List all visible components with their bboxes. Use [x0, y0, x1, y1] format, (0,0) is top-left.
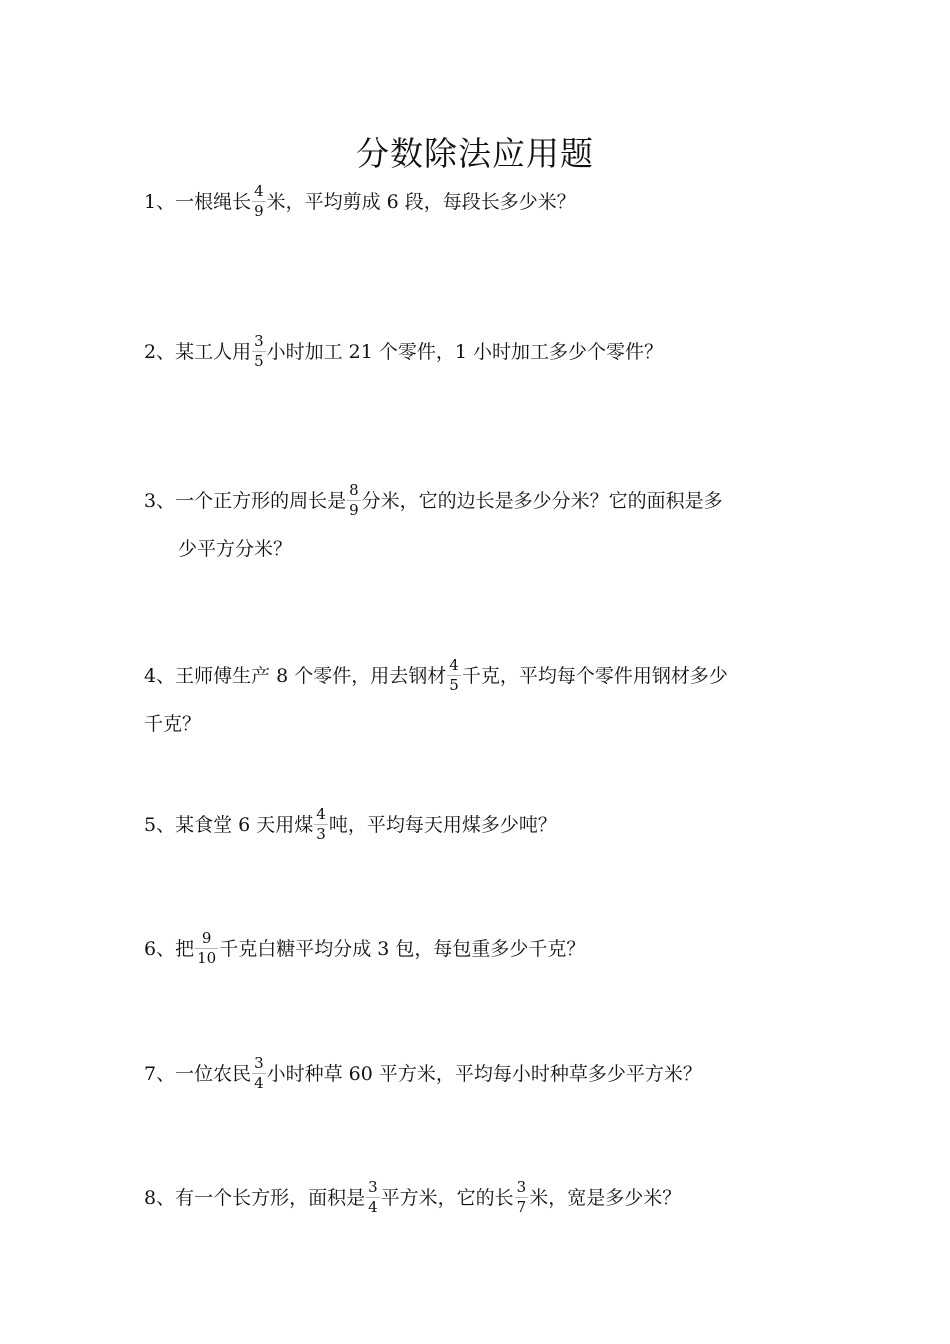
question-text: 小时加工 21 个零件，1 小时加工多少个零件？ [266, 340, 664, 363]
fraction-denominator: 10 [197, 949, 217, 967]
fraction-denominator: 5 [254, 352, 264, 370]
question-line [144, 1054, 702, 1092]
fraction-numerator: 8 [349, 481, 359, 499]
question-text: 吨，平均每天用煤多少吨？ [328, 813, 557, 836]
fraction [252, 1055, 266, 1092]
question-text: 小时种草 60 平方米，平均每小时种草多少平方米？ [266, 1062, 702, 1085]
page-title: 分数除法应用题 [356, 134, 594, 173]
question-text: 米，宽是多少米？ [529, 1186, 682, 1209]
fraction-denominator: 3 [316, 825, 326, 843]
fraction [447, 657, 461, 694]
question-line [144, 332, 664, 370]
fraction-denominator: 4 [254, 1074, 264, 1092]
question-2 [144, 334, 824, 371]
question-5 [144, 807, 824, 844]
question-text: 千克白糖平均分成 3 包，每包重多少千克？ [219, 937, 586, 960]
question-text: 8、有一个长方形，面积是 [144, 1186, 366, 1209]
question-text: 米，平均剪成 6 段，每段长多少米？ [266, 190, 576, 213]
fraction-numerator: 3 [254, 332, 264, 350]
question-text: 平方米，它的长 [380, 1186, 514, 1209]
fraction-numerator: 3 [254, 1054, 264, 1072]
question-continuation: 千克？ [144, 713, 202, 735]
fraction-denominator: 4 [368, 1198, 378, 1216]
question-line [144, 481, 723, 519]
fraction-numerator: 4 [254, 182, 264, 200]
question-text: 6、把 [144, 937, 195, 960]
fraction-numerator: 4 [316, 805, 326, 823]
fraction [347, 482, 361, 519]
fraction-denominator: 9 [254, 202, 264, 220]
fraction [314, 806, 328, 843]
question-text: 1、一根绳长 [144, 190, 252, 213]
question-line [144, 1178, 682, 1216]
fraction-denominator: 5 [449, 676, 459, 694]
fraction-denominator: 9 [349, 501, 359, 519]
question-continuation: 少平方分米？ [178, 538, 293, 560]
question-line [144, 656, 728, 694]
fraction [195, 930, 218, 967]
fraction-denominator: 7 [516, 1198, 527, 1216]
fraction [515, 1179, 529, 1216]
question-line [144, 805, 557, 843]
question-3 [144, 483, 824, 561]
question-text: 千克，平均每个零件用钢材多少 [461, 664, 728, 687]
fraction-numerator: 9 [195, 930, 218, 949]
question-text: 7、一位农民 [144, 1062, 252, 1085]
question-6 [144, 931, 824, 968]
question-text: 4、王师傅生产 8 个零件，用去钢材 [144, 664, 447, 687]
question-text: 5、某食堂 6 天用煤 [144, 813, 314, 836]
fraction [366, 1179, 380, 1216]
fraction [252, 333, 266, 370]
fraction [252, 183, 266, 220]
question-7 [144, 1056, 824, 1093]
question-line [144, 929, 586, 967]
fraction-numerator: 4 [449, 656, 459, 674]
question-text: 3、一个正方形的周长是 [144, 489, 347, 512]
question-4 [144, 658, 824, 736]
question-text: 2、某工人用 [144, 340, 252, 363]
question-line [144, 182, 576, 220]
fraction-numerator: 3 [516, 1178, 527, 1196]
question-8 [144, 1180, 824, 1217]
question-1 [144, 184, 824, 221]
question-text: 分米，它的边长是多少分米？它的面积是多 [361, 489, 723, 512]
fraction-numerator: 3 [368, 1178, 378, 1196]
